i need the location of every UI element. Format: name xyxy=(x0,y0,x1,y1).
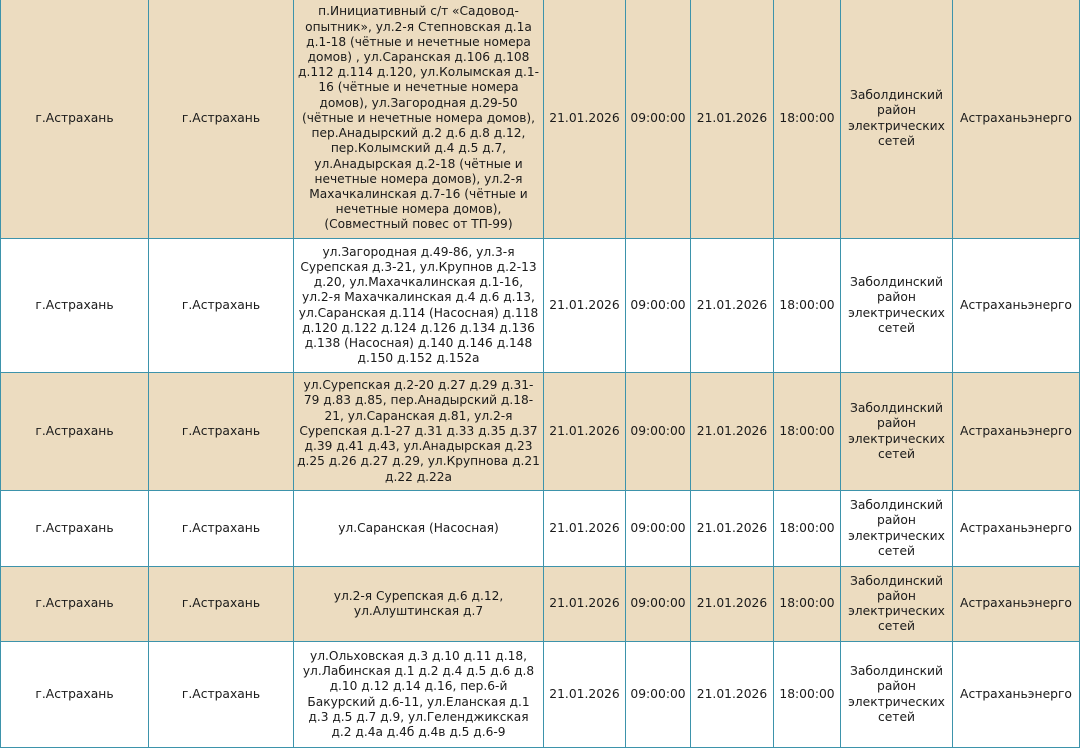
company-cell: Астраханьэнерго xyxy=(953,0,1080,239)
company-cell: Астраханьэнерго xyxy=(953,491,1080,567)
city-cell: г.Астрахань xyxy=(1,239,149,373)
city-cell: г.Астрахань xyxy=(1,642,149,748)
start-date-cell: 21.01.2026 xyxy=(544,239,626,373)
company-cell: Астраханьэнерго xyxy=(953,567,1080,642)
address-cell: ул.Саранская (Насосная) xyxy=(294,491,544,567)
start-time-cell: 09:00:00 xyxy=(626,491,691,567)
end-time-cell: 18:00:00 xyxy=(774,373,841,491)
start-date-cell: 21.01.2026 xyxy=(544,567,626,642)
end-date-cell: 21.01.2026 xyxy=(691,491,774,567)
end-time-cell: 18:00:00 xyxy=(774,239,841,373)
address-cell: ул.Ольховская д.3 д.10 д.11 д.18, ул.Лабинская д.1 д.2 д.4 д.5 д.6 д.8 д.10 д.12 д.14 д.16, пер.6-й Бакурский д.6-11, ул.Еланская д.1 д.3 д.5 д.7 д.9, ул.Геленджикская д.2 д.4а д.4б д.4в д.5 д.6-9 xyxy=(294,642,544,748)
end-time-cell: 18:00:00 xyxy=(774,567,841,642)
locality-cell: г.Астрахань xyxy=(149,642,294,748)
table-row xyxy=(1,373,1080,491)
start-time-cell: 09:00:00 xyxy=(626,642,691,748)
company-cell: Астраханьэнерго xyxy=(953,642,1080,748)
table-row xyxy=(1,642,1080,748)
start-time-cell: 09:00:00 xyxy=(626,0,691,239)
start-date-cell: 21.01.2026 xyxy=(544,491,626,567)
table-row xyxy=(1,567,1080,642)
district-cell: Заболдинский район электрических сетей xyxy=(841,567,953,642)
locality-cell: г.Астрахань xyxy=(149,0,294,239)
locality-cell: г.Астрахань xyxy=(149,373,294,491)
end-time-cell: 18:00:00 xyxy=(774,491,841,567)
start-time-cell: 09:00:00 xyxy=(626,239,691,373)
district-cell: Заболдинский район электрических сетей xyxy=(841,0,953,239)
locality-cell: г.Астрахань xyxy=(149,567,294,642)
end-time-cell: 18:00:00 xyxy=(774,642,841,748)
locality-cell: г.Астрахань xyxy=(149,239,294,373)
table-row xyxy=(1,239,1080,373)
city-cell: г.Астрахань xyxy=(1,373,149,491)
end-date-cell: 21.01.2026 xyxy=(691,642,774,748)
start-date-cell: 21.01.2026 xyxy=(544,642,626,748)
district-cell: Заболдинский район электрических сетей xyxy=(841,239,953,373)
locality-cell: г.Астрахань xyxy=(149,491,294,567)
end-date-cell: 21.01.2026 xyxy=(691,0,774,239)
end-date-cell: 21.01.2026 xyxy=(691,239,774,373)
end-time-cell: 18:00:00 xyxy=(774,0,841,239)
city-cell: г.Астрахань xyxy=(1,567,149,642)
district-cell: Заболдинский район электрических сетей xyxy=(841,642,953,748)
start-date-cell: 21.01.2026 xyxy=(544,0,626,239)
company-cell: Астраханьэнерго xyxy=(953,373,1080,491)
address-cell: ул.Сурепская д.2-20 д.27 д.29 д.31-79 д.83 д.85, пер.Анадырский д.18-21, ул.Саранская д.81, ул.2-я Сурепская д.1-27 д.31 д.33 д.35 д.37 д.39 д.41 д.43, ул.Анадырская д.23 д.25 д.26 д.27 д.29, ул.Крупнова д.21 д.22 д.22а xyxy=(294,373,544,491)
start-time-cell: 09:00:00 xyxy=(626,567,691,642)
end-date-cell: 21.01.2026 xyxy=(691,373,774,491)
end-date-cell: 21.01.2026 xyxy=(691,567,774,642)
start-date-cell: 21.01.2026 xyxy=(544,373,626,491)
district-cell: Заболдинский район электрических сетей xyxy=(841,491,953,567)
district-cell: Заболдинский район электрических сетей xyxy=(841,373,953,491)
city-cell: г.Астрахань xyxy=(1,491,149,567)
address-cell: ул.2-я Сурепская д.6 д.12, ул.Алуштинская д.7 xyxy=(294,567,544,642)
address-cell: ул.Загородная д.49-86, ул.3-я Сурепская д.3-21, ул.Крупнов д.2-13 д.20, ул.Махачкалинская д.1-16, ул.2-я Махачкалинская д.4 д.6 д.13, ул.Саранская д.114 (Насосная) д.118 д.120 д.122 д.124 д.126 д.134 д.136 д.138 (Насосная) д.140 д.146 д.148 д.150 д.152 д.152а xyxy=(294,239,544,373)
table-row xyxy=(1,491,1080,567)
table-row xyxy=(1,0,1080,239)
start-time-cell: 09:00:00 xyxy=(626,373,691,491)
company-cell: Астраханьэнерго xyxy=(953,239,1080,373)
city-cell: г.Астрахань xyxy=(1,0,149,239)
address-cell: п.Инициативный с/т «Садовод-опытник», ул.2-я Степновская д.1а д.1-18 (чётные и нечетные номера домов) , ул.Саранская д.106 д.108 д.112 д.114 д.120, ул.Колымская д.1-16 (чётные и нечетные номера домов), ул.Загородная д.29-50 (чётные и нечетные номера домов), пер.Анадырский д.2 д.6 д.8 д.12, пер.Колымский д.4 д.5 д.7, ул.Анадырская д.2-18 (чётные и нечетные номера домов), ул.2-я Махачкалинская д.7-16 (чётные и нечетные номера домов), (Совместный повес от ТП-99) xyxy=(294,0,544,239)
